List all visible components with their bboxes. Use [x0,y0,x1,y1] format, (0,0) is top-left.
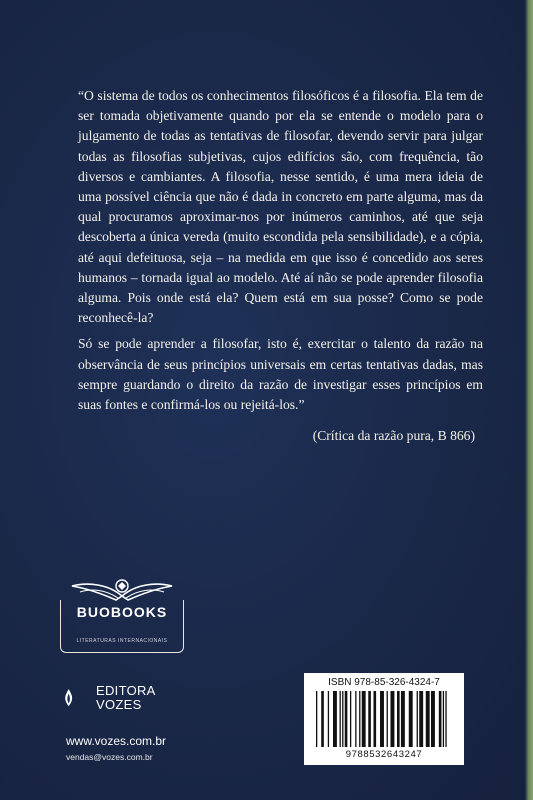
barcode-bar [387,691,388,747]
barcode-bar [342,691,343,747]
isbn-label: ISBN 978-85-326-4324-7 [328,677,440,688]
spine-edge [525,0,533,800]
back-cover-quote [78,86,483,415]
barcode-bar [316,691,317,747]
publisher-email[interactable]: vendas@vozes.com.br [66,752,153,762]
barcode-bar [362,691,366,747]
vozes-line-2: VOZES [96,697,142,712]
barcode-bar [445,691,446,747]
barcode-bar [359,691,360,747]
barcode-bar [340,691,341,747]
quote-paragraph-2: Só se pode aprender a filosofar, isto é, exercitar o talento da razão na observância de seus princípios universais em certas tentativas dadas, mas sempre guardando o direito da razão de investigar esses princípios em suas fontes e confirmá-los ou rejeitá-los.” [78,336,483,413]
buobooks-tagline: LITERATURAS INTERNACIONAIS [76,638,168,644]
publisher-website[interactable]: www.vozes.com.br [66,734,167,748]
isbn-barcode [304,673,464,765]
barcode-bar [431,691,435,747]
barcode-bar [345,691,348,747]
barcode-bar [439,691,442,747]
barcode-bar [350,691,351,747]
barcode-bar [380,691,384,747]
buobooks-name: BUOBOOKS [76,604,168,620]
barcode-bar [426,691,430,747]
barcode-bar [417,691,418,747]
barcode-bar [419,691,423,747]
barcode-digits: 9788532643247 [345,749,423,760]
barcode-bar [443,691,444,747]
barcode-bar [328,691,329,747]
barcode-bar [373,691,376,747]
barcode-bar [333,691,337,747]
buobooks-logo [58,570,186,656]
quote-paragraph-1: “O sistema de todos os conhecimentos filosóficos é a filosofia. Ela tem de ser tomada objetivamente quando por ela se entende o modelo para o julgamento de todas as tentativas de filosofar, devendo servir para julgar todas as filosofias subjetivas, cujos edifícios são, com frequência, tão diversos e cambiantes. A filosofia, nesse sentido, é uma mera ideia de uma possível ciência que não é dada in concreto em parte alguma, mas da qual procuramos aproximar-nos por inúmeros caminhos, até que seja descoberta a única vereda (muito escondida pela sensibilidade), e a cópia, até aqui defeituosa, seja – na medida em que isso é concedido aos seres humanos – tornada igual ao modelo. Até aí não se pode aprender filosofia alguma. Pois onde está ela? Quem está em sua posse? Como se pode reconhecê-la? [78,88,483,326]
quote-citation: (Crítica da razão pura, B 866) [312,428,475,443]
barcode-bar [355,691,356,747]
book-wings-icon [58,570,186,604]
barcode-bar [390,691,394,747]
barcode-bar [368,691,371,747]
vozes-wordmark [96,684,156,712]
barcode-bar [401,691,405,747]
vozes-line-1: EDITORA [96,683,156,698]
barcode-bars [316,691,452,747]
barcode-bar [397,691,400,747]
barcode-bar [321,691,324,747]
barcode-bar [409,691,413,747]
